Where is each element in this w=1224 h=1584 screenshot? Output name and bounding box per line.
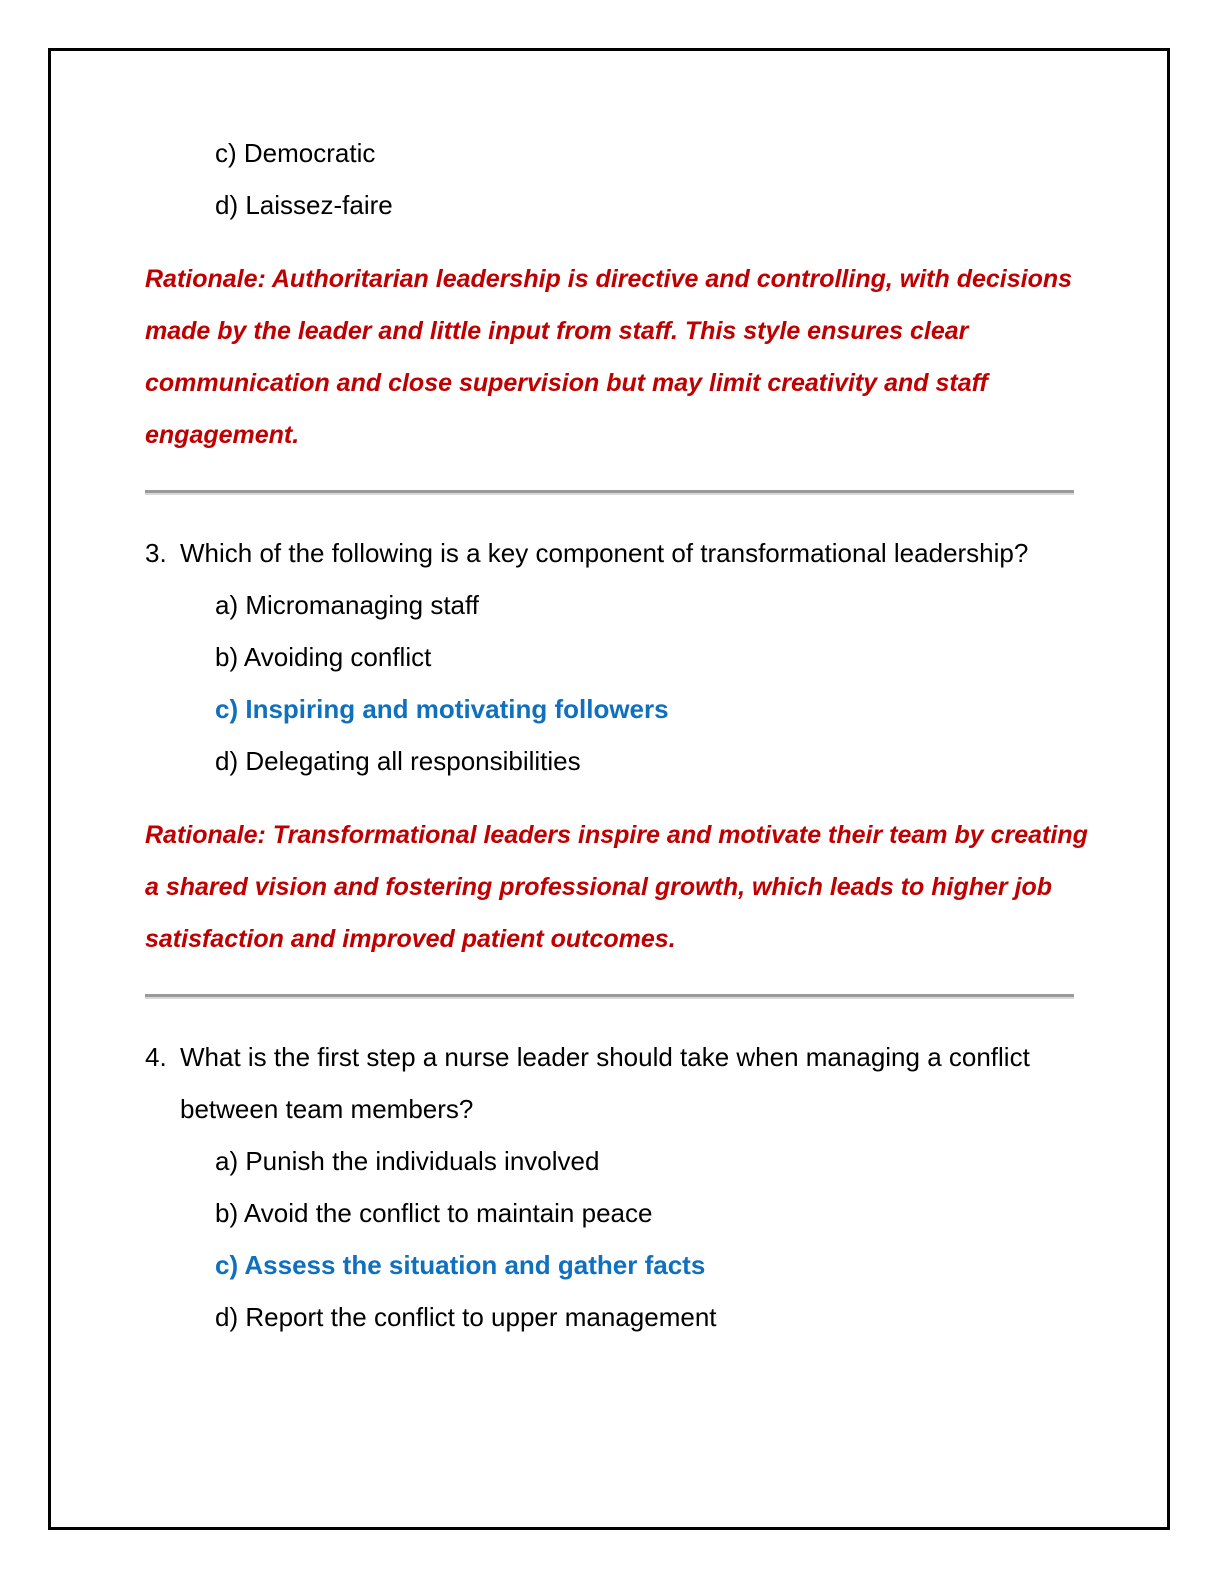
rationale-question-3 (145, 809, 1127, 965)
question-text-line: between team members? (180, 1094, 474, 1124)
option-d: d) Delegating all responsibilities (215, 746, 581, 776)
rationale-line: Rationale: Authoritarian leadership is directive and controlling, with decisions (145, 265, 1073, 293)
question-text-line: What is the first step a nurse leader should take when managing a conflict (180, 1042, 1030, 1072)
option-c-correct-answer: c) Assess the situation and gather facts (215, 1250, 706, 1280)
option-c-democratic: c) Democratic (215, 138, 376, 168)
question-3-options (215, 579, 1127, 787)
rationale-line: engagement. (145, 421, 300, 449)
option-d: d) Report the conflict to upper management (215, 1302, 717, 1332)
option-b: b) Avoiding conflict (215, 642, 432, 672)
option-c-correct-answer: c) Inspiring and motivating followers (215, 694, 669, 724)
page-border-frame (48, 48, 1170, 1530)
question-2-options-partial (215, 127, 1127, 231)
question-text (180, 527, 1127, 579)
rationale-question-2 (145, 253, 1127, 461)
question-text-line: Which of the following is a key component of transformational leadership? (180, 538, 1029, 568)
option-a: a) Micromanaging staff (215, 590, 479, 620)
rationale-line: communication and close supervision but may limit creativity and staff (145, 369, 988, 397)
question-text (180, 1031, 1127, 1135)
question-number: 4. (145, 1042, 167, 1072)
section-divider (145, 994, 1074, 999)
question-4-options (215, 1135, 1127, 1343)
option-a: a) Punish the individuals involved (215, 1146, 600, 1176)
rationale-line: satisfaction and improved patient outcomes. (145, 925, 676, 953)
question-4 (145, 1031, 1127, 1135)
page-content (51, 51, 1167, 1343)
section-divider (145, 490, 1074, 495)
rationale-line: made by the leader and little input from staff. This style ensures clear (145, 317, 969, 345)
question-3 (145, 527, 1127, 579)
question-number: 3. (145, 538, 167, 568)
option-b: b) Avoid the conflict to maintain peace (215, 1198, 653, 1228)
rationale-line: Rationale: Transformational leaders inspire and motivate their team by creating (145, 821, 1088, 849)
rationale-line: a shared vision and fostering professional growth, which leads to higher job (145, 873, 1053, 901)
option-d-laissez-faire: d) Laissez-faire (215, 190, 393, 220)
